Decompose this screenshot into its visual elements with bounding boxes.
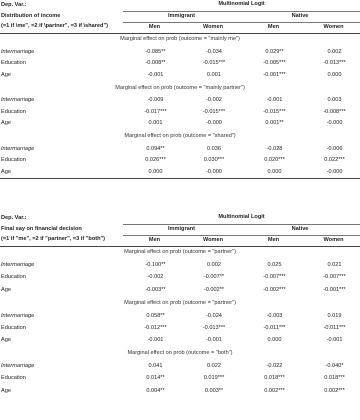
- cell-value: -0.002***: [263, 286, 286, 293]
- cell-value: -0.005***: [263, 60, 286, 67]
- col-header: Men: [123, 235, 186, 246]
- row-label: Age: [1, 286, 11, 293]
- cell-value: -0.006: [326, 145, 343, 152]
- cell-value: -0.040*: [325, 363, 344, 370]
- cell-value: -0.015***: [263, 108, 286, 115]
- cell-value: 0.030***: [203, 157, 225, 164]
- cell-value: -0.002: [147, 274, 164, 281]
- cell-value: 0.026***: [145, 157, 166, 164]
- cell-value: -0.001***: [323, 286, 346, 293]
- dep-var-coding: (=1 if \me", =2 if \partner", =3 if \shared"): [0, 22, 123, 33]
- col-header: Men: [123, 22, 186, 33]
- table-row: [0, 118, 360, 130]
- cell-value: -0.034: [206, 48, 222, 55]
- table-row: [0, 284, 360, 296]
- cell-value: -0.007**: [203, 274, 225, 281]
- model-label: Multinomial Logit: [123, 0, 360, 11]
- cell-value: 0.001**: [265, 120, 284, 127]
- col-header: Men: [240, 235, 307, 246]
- cell-value: -0.002: [206, 97, 222, 104]
- cell-value: -0.001***: [263, 71, 286, 78]
- row-label: Age: [1, 337, 11, 344]
- row-label: Intermarriage: [1, 97, 35, 104]
- table-row: [0, 107, 360, 119]
- panel-financial-decision-table: [0, 213, 360, 398]
- table-row: [0, 58, 360, 70]
- row-label: Intermarriage: [1, 48, 35, 55]
- cell-value: -0.000: [307, 167, 360, 179]
- cell-value: 0.001: [207, 71, 221, 78]
- table-row: [0, 260, 360, 272]
- cell-value: -0.008***: [323, 108, 346, 115]
- cell-value: 0.022: [207, 363, 221, 370]
- cell-value: 0.021: [327, 262, 342, 269]
- dep-var-name: Final say on financial decision: [1, 225, 82, 232]
- cell-value: -0.001: [147, 337, 164, 344]
- table-row: [0, 361, 360, 373]
- row-label: Age: [1, 120, 11, 127]
- table-row: [0, 272, 360, 284]
- cell-value: -0.001: [266, 97, 283, 104]
- cell-value: 0.022***: [324, 157, 345, 164]
- section-title: Marginal effect on prob (outcome = "mainly partner"): [115, 84, 245, 91]
- cell-value: 0.025: [267, 262, 282, 269]
- cell-value: -0.013***: [202, 324, 226, 331]
- cell-value: -0.000: [326, 120, 343, 127]
- cell-value: -0.022: [266, 363, 283, 370]
- cell-value: 0.000: [240, 167, 307, 179]
- col-header: Women: [186, 22, 240, 33]
- section-title: Marginal effect on prob (outcome = "mainly me"): [120, 36, 240, 43]
- cell-value: 0.004**: [146, 387, 165, 394]
- cell-value: 0.001: [148, 120, 163, 127]
- cell-value: 0.018***: [324, 375, 345, 382]
- row-label: Intermarriage: [1, 363, 35, 370]
- cell-value: -0.015***: [202, 108, 226, 115]
- cell-value: -0.024: [206, 312, 222, 319]
- cell-value: -0.012***: [144, 324, 167, 331]
- cell-value: -0.008**: [145, 60, 166, 67]
- cell-value: -0.007***: [263, 274, 286, 281]
- cell-value: -0.000: [186, 167, 240, 179]
- cell-value: -0.001: [206, 337, 222, 344]
- dep-var-label: Dep. Var.:: [1, 1, 27, 8]
- row-label: Education: [1, 274, 26, 281]
- group-immigrant: Immigrant: [123, 224, 240, 235]
- panel-income-table: [0, 0, 360, 179]
- cell-value: -0.001: [147, 71, 164, 78]
- cell-value: 0.003: [327, 97, 342, 104]
- cell-value: 0.036: [207, 145, 221, 152]
- cell-value: -0.001: [326, 337, 343, 344]
- row-label: Age: [1, 387, 11, 394]
- row-label: Intermarriage: [1, 145, 35, 152]
- dep-var-label: Dep. Var.:: [1, 214, 27, 221]
- model-label: Multinomial Logit: [123, 213, 360, 224]
- cell-value: 0.002***: [324, 387, 345, 394]
- cell-value: -0.015***: [202, 60, 226, 67]
- section-title: Marginal effect on prob (outcome = "partner"): [124, 299, 236, 306]
- group-immigrant: Immigrant: [123, 11, 240, 22]
- cell-value: -0.003: [266, 312, 283, 319]
- table-row: [0, 70, 360, 82]
- cell-value: -0.028: [266, 145, 283, 152]
- group-native: Native: [240, 224, 360, 235]
- table-row: [0, 47, 360, 59]
- col-header: Men: [240, 22, 307, 33]
- section-title: Marginal effect on prob (outcome = "partner"): [124, 249, 236, 256]
- cell-value: -0.085**: [145, 48, 166, 55]
- cell-value: -0.011***: [323, 324, 346, 331]
- col-header: Women: [307, 22, 360, 33]
- cell-value: -0.011***: [263, 324, 286, 331]
- cell-value: -0.003**: [145, 286, 166, 293]
- row-label: Education: [1, 157, 26, 164]
- cell-value: -0.017***: [144, 108, 167, 115]
- row-label: Education: [1, 108, 26, 115]
- row-label: Intermarriage: [1, 262, 35, 269]
- group-native: Native: [240, 11, 360, 22]
- table-row: [0, 155, 360, 167]
- cell-value: -0.002**: [203, 286, 225, 293]
- cell-value: 0.003**: [204, 387, 224, 394]
- cell-value: 0.000: [123, 167, 186, 179]
- col-header: Women: [307, 235, 360, 246]
- row-label: Education: [1, 375, 26, 382]
- dep-var-coding: (=1 if "me", =2 if "partner", =3 if "both"): [0, 235, 123, 246]
- table-row: [0, 323, 360, 335]
- row-label: Education: [1, 60, 26, 67]
- cell-value: 0.002***: [264, 387, 285, 394]
- section-title: Marginal effect on prob (outcome = "shared"): [124, 132, 236, 139]
- cell-value: 0.019***: [203, 375, 225, 382]
- row-label: Education: [1, 324, 26, 331]
- cell-value: -0.013***: [323, 60, 346, 67]
- cell-value: 0.002: [207, 262, 221, 269]
- dep-var-name: Distribution of income: [1, 12, 61, 19]
- cell-value: -0.100**: [145, 262, 166, 269]
- cell-value: 0.000: [267, 337, 282, 344]
- cell-value: -0.000: [206, 120, 222, 127]
- cell-value: 0.029**: [265, 48, 284, 55]
- col-header: Women: [186, 235, 240, 246]
- cell-value: 0.019: [327, 312, 342, 319]
- table-row: [0, 310, 360, 322]
- row-label: Intermarriage: [1, 312, 35, 319]
- row-label: Age: [1, 71, 11, 78]
- cell-value: 0.058**: [146, 312, 165, 319]
- table-row: [0, 167, 360, 179]
- table-row: [0, 144, 360, 156]
- table-row: [0, 373, 360, 385]
- cell-value: 0.014**: [146, 375, 165, 382]
- cell-value: -0.007***: [323, 274, 346, 281]
- table-row: [0, 385, 360, 397]
- cell-value: 0.018***: [264, 375, 285, 382]
- cell-value: -0.009: [147, 97, 164, 104]
- section-title: Marginal effect on prob (outcome = "both"): [127, 350, 233, 357]
- table-row: [0, 95, 360, 107]
- cell-value: 0.094**: [146, 145, 165, 152]
- cell-value: 0.000: [327, 71, 342, 78]
- row-label: Age: [0, 167, 123, 179]
- cell-value: 0.041: [148, 363, 163, 370]
- table-row: [0, 335, 360, 347]
- cell-value: 0.002: [327, 48, 342, 55]
- cell-value: 0.020***: [264, 157, 285, 164]
